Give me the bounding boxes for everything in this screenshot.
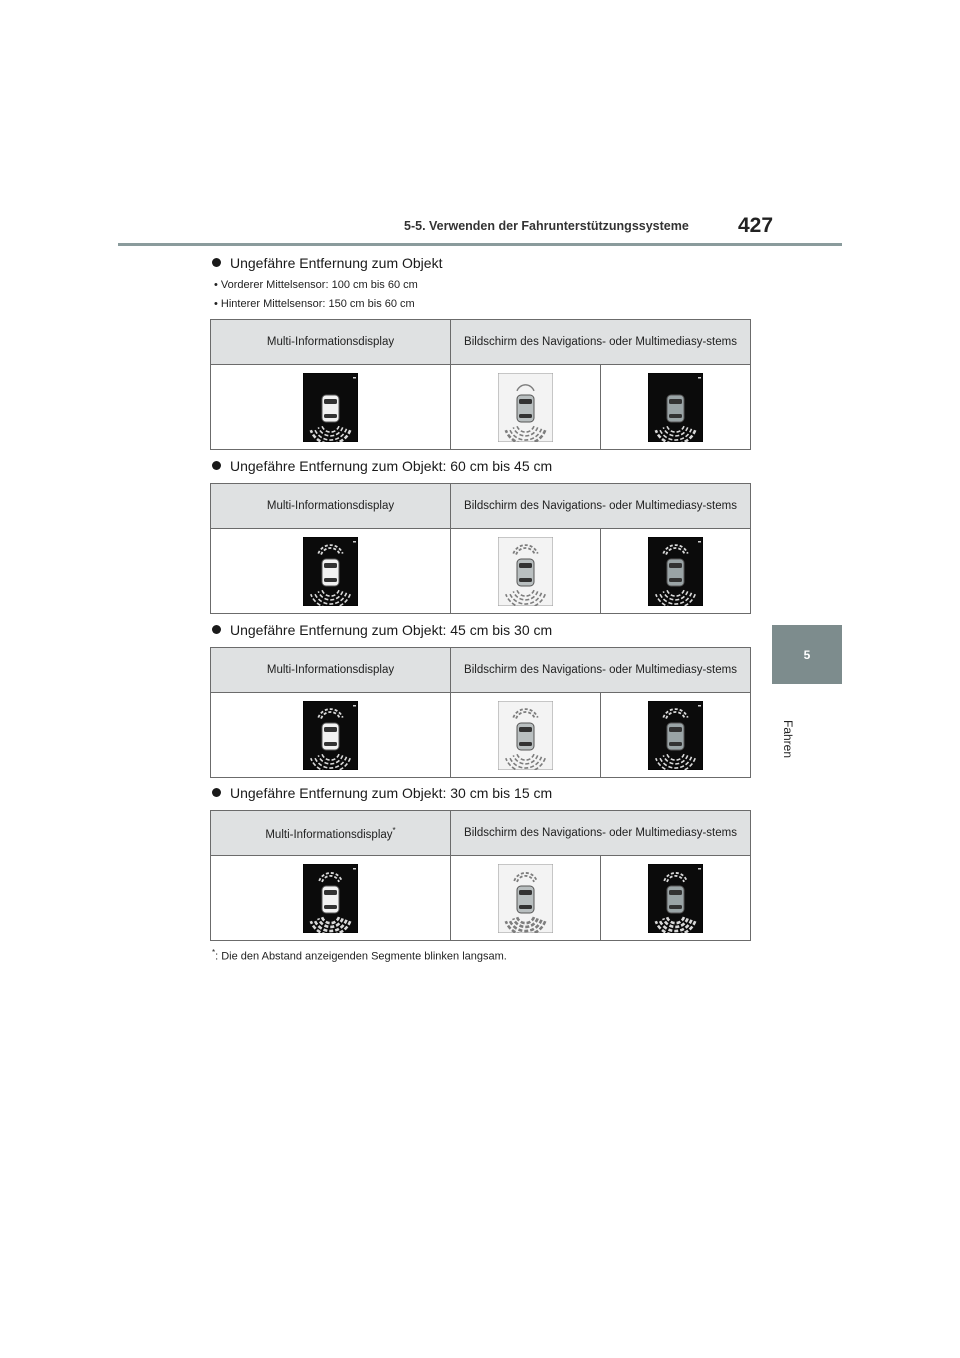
- navi-rear-screen-cell: [601, 856, 751, 941]
- footnote-marker: *: [392, 826, 396, 836]
- display-table: [210, 810, 751, 941]
- navi-display-image: [498, 864, 553, 933]
- header-text: Multi-Informationsdisplay: [266, 335, 395, 348]
- header-text: Multi-Informationsdisplay: [266, 499, 395, 512]
- navi-screen-cell: [451, 529, 601, 614]
- column-header-multi-info: [211, 811, 451, 856]
- header-divider: [118, 243, 842, 246]
- display-table: [210, 319, 751, 450]
- car-icon: [322, 395, 339, 422]
- column-header-multi-info: [211, 484, 451, 529]
- list-item: • Hinterer Mittelsensor: 150 cm bis 60 cm: [214, 298, 415, 310]
- display-table: [210, 483, 751, 614]
- navi-screen-cell: [451, 365, 601, 450]
- list-item-text: Vorderer Mittelsensor: 100 cm bis 60 cm: [220, 279, 418, 291]
- header-text: Multi-Informationsdisplay: [265, 828, 393, 841]
- car-icon: [667, 559, 684, 586]
- list-item: • Vorderer Mittelsensor: 100 cm bis 60 cm: [214, 279, 418, 291]
- section-heading: [212, 785, 552, 801]
- bullet-icon: [212, 461, 221, 470]
- column-header-multi-info: [211, 320, 451, 365]
- car-icon: [322, 723, 339, 750]
- navi-display-image: [498, 701, 553, 770]
- section-heading: [212, 255, 442, 271]
- multi-info-display-image: [303, 864, 358, 933]
- car-icon: [517, 395, 534, 422]
- section-heading-text: Ungefähre Entfernung zum Objekt: 60 cm bis 45 cm: [230, 458, 553, 474]
- multi-info-display-image: [303, 373, 358, 442]
- car-icon: [667, 886, 684, 913]
- multi-info-screen-cell: [211, 365, 451, 450]
- multi-info-screen-cell: [211, 529, 451, 614]
- navi-display-image: [498, 373, 553, 442]
- chapter-tab: 5: [772, 625, 842, 684]
- navi-screen-cell: [451, 693, 601, 778]
- car-icon: [322, 886, 339, 913]
- page-number: 427: [738, 214, 774, 237]
- footnote-text: : Die den Abstand anzeigenden Segmente blinken langsam.: [215, 950, 507, 963]
- rear-display-image: [648, 537, 703, 606]
- multi-info-display-image: [303, 537, 358, 606]
- rear-display-image: [648, 373, 703, 442]
- bullet-icon: [212, 625, 221, 634]
- column-header-navi: Bildschirm des Navigations- oder Multimediasy-stems: [451, 648, 751, 693]
- multi-info-display-image: [303, 701, 358, 770]
- navi-rear-screen-cell: [601, 693, 751, 778]
- car-icon: [322, 559, 339, 586]
- section-heading: [212, 622, 552, 638]
- section-title: 5-5. Verwenden der Fahrunterstützungssysteme: [404, 219, 689, 233]
- column-header-navi: Bildschirm des Navigations- oder Multimediasy-stems: [451, 320, 751, 365]
- navi-display-image: [498, 537, 553, 606]
- multi-info-screen-cell: [211, 856, 451, 941]
- navi-rear-screen-cell: [601, 529, 751, 614]
- column-header-multi-info: [211, 648, 451, 693]
- header-text: Multi-Informationsdisplay: [266, 663, 395, 676]
- display-table: [210, 647, 751, 778]
- navi-screen-cell: [451, 856, 601, 941]
- car-icon: [667, 395, 684, 422]
- column-header-navi: Bildschirm des Navigations- oder Multimediasy-stems: [451, 811, 751, 856]
- car-icon: [517, 559, 534, 586]
- column-header-navi: Bildschirm des Navigations- oder Multimediasy-stems: [451, 484, 751, 529]
- footnote-marker: *: [212, 948, 216, 957]
- bullet-icon: [212, 258, 221, 267]
- car-icon: [517, 886, 534, 913]
- list-item-text: Hinterer Mittelsensor: 150 cm bis 60 cm: [220, 298, 415, 310]
- rear-display-image: [648, 701, 703, 770]
- section-heading: [212, 458, 552, 474]
- chapter-label: Fahren: [781, 720, 795, 759]
- footnote: [212, 948, 507, 963]
- section-heading-text: Ungefähre Entfernung zum Objekt: 45 cm bis 30 cm: [230, 622, 553, 638]
- section-heading-text: Ungefähre Entfernung zum Objekt: 30 cm bis 15 cm: [230, 785, 553, 801]
- car-icon: [667, 723, 684, 750]
- bullet-icon: [212, 788, 221, 797]
- rear-display-image: [648, 864, 703, 933]
- section-heading-text: Ungefähre Entfernung zum Objekt: [230, 255, 443, 271]
- navi-rear-screen-cell: [601, 365, 751, 450]
- car-icon: [517, 723, 534, 750]
- multi-info-screen-cell: [211, 693, 451, 778]
